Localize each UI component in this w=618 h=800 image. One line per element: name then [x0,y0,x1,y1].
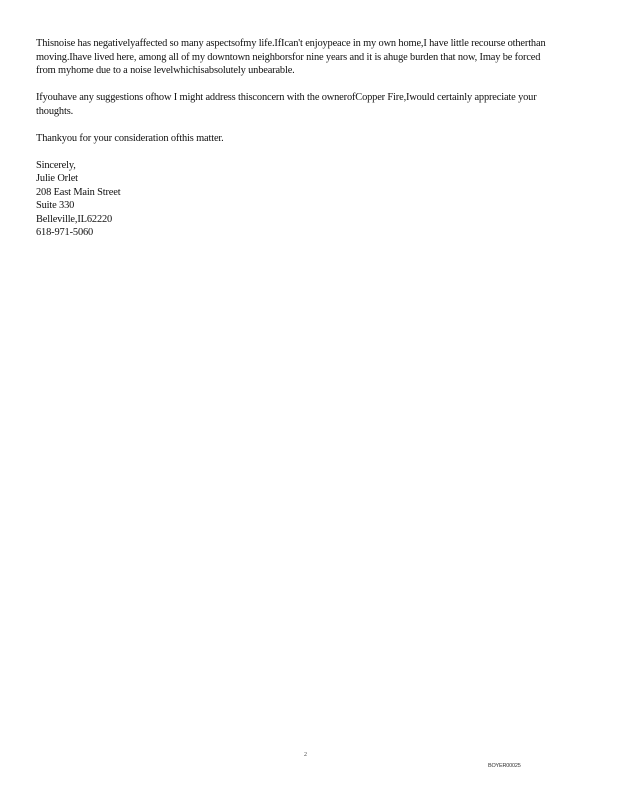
paragraph-noise-impact: Thisnoise has negativelyaffected so many aspectsofmy life.IfIcan't enjoypeace in my own home,I have little recourse otherthan moving.Ihave lived here, among all of my downtown neighborsfor nine years and it is ahuge burden that now, Imay be forced from myhome due to a noise levelwhichisabsolutely unbearable. [36,38,546,76]
bates-number: BOYER00025 [488,763,521,769]
address-line-2: Suite 330 [36,200,75,211]
paragraph-thanks: Thankyou for your consideration ofthis matter. [36,132,224,144]
phone-number: 618-971-5060 [36,227,94,238]
page-number: 2 [304,752,307,758]
city-state-zip: Belleville,IL62220 [36,213,113,225]
address-line-1: 208 East Main Street [36,186,121,198]
paragraph-suggestions: Ifyouhave any suggestions ofhow I might address thisconcern with the ownerofCopper Fire,Iwould certainly appreciate your thoughts. [36,92,537,117]
letter-body [36,37,556,240]
signature-block [36,159,556,240]
signer-name: Julie Orlet [36,173,78,184]
closing-salutation: Sincerely, [36,159,76,171]
